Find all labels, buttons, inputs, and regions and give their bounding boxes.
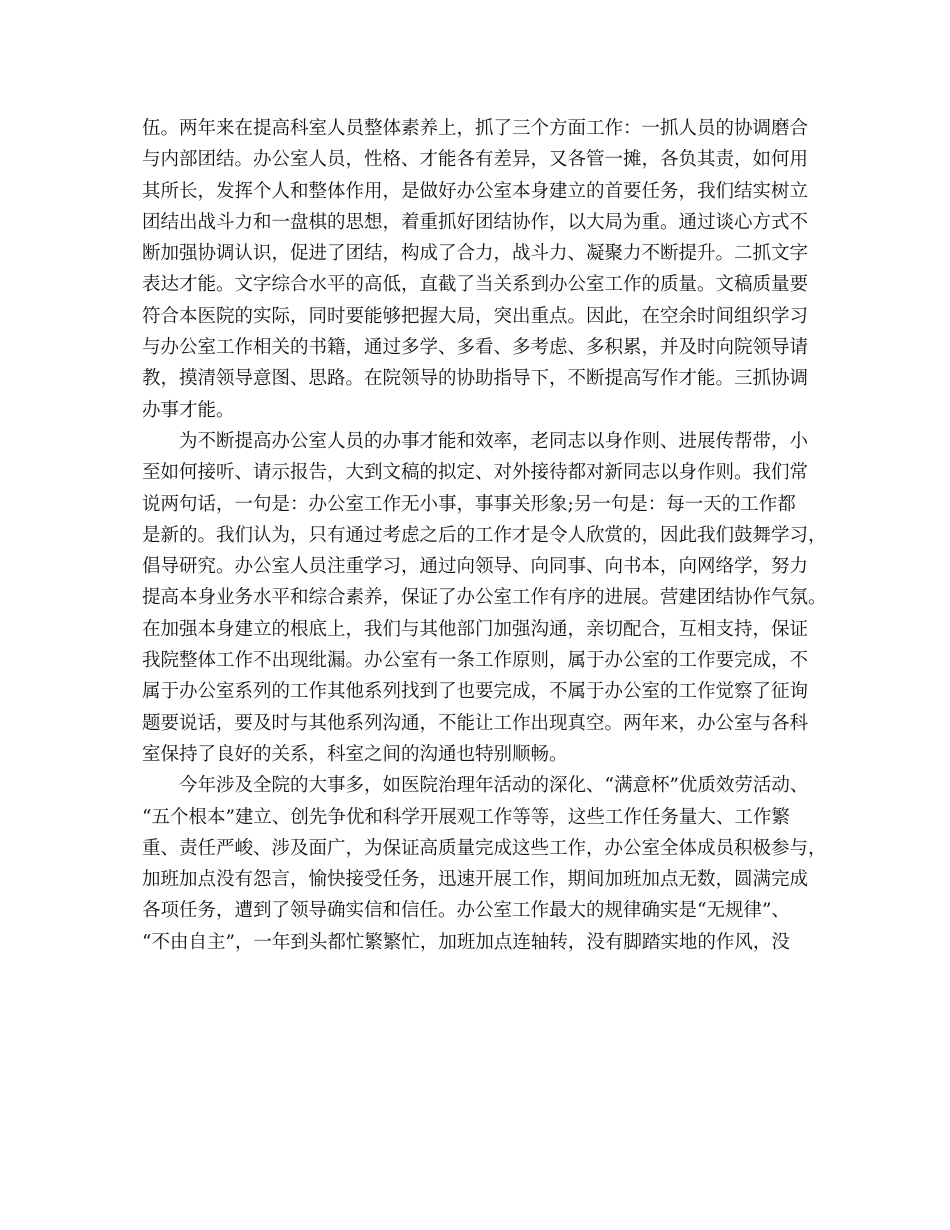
text-line: 表达才能。文字综合水平的高低，直截了当关系到办公室工作的质量。文稿质量要	[142, 274, 809, 296]
text-line: 团结出战斗力和一盘棋的思想，着重抓好团结协作，以大局为重。通过谈心方式不	[142, 211, 809, 233]
paragraph-first-line: 为不断提高办公室人员的办事才能和效率，老同志以身作则、进展传帮带，小	[179, 430, 809, 452]
text-line: 我院整体工作不出现纰漏。办公室有一条工作原则，属于办公室的工作要完成，不	[142, 650, 809, 672]
text-line: 重、责任严峻、涉及面广，为保证高质量完成这些工作，办公室全体成员积极参与，	[142, 837, 827, 859]
document-body-text	[142, 113, 827, 958]
text-line: 教，摸清领导意图、思路。在院领导的协助指导下，不断提高写作才能。三抓协调	[142, 368, 809, 390]
text-line: 符合本医院的实际，同时要能够把握大局，突出重点。因此，在空余时间组织学习	[142, 305, 809, 327]
text-line: 其所长，发挥个人和整体作用，是做好办公室本身建立的首要任务，我们结实树立	[142, 180, 809, 202]
text-line: “五个根本”建立、创先争优和科学开展观工作等等，这些工作任务量大、工作繁	[142, 806, 790, 828]
paragraph-first-line: 今年涉及全院的大事多，如医院治理年活动的深化、“满意杯”优质效劳活动、	[179, 775, 809, 797]
text-line: 是新的。我们认为，只有通过考虑之后的工作才是令人欣赏的，因此我们鼓舞学习，	[142, 524, 827, 546]
text-line: 办事才能。	[142, 399, 235, 421]
text-line: 室保持了良好的关系，科室之间的沟通也特别顺畅。	[142, 743, 568, 765]
text-line: 加班加点没有怨言，愉快接受任务，迅速开展工作，期间加班加点无数，圆满完成	[142, 869, 809, 891]
text-line: 与内部团结。办公室人员，性格、才能各有差异，又各管一摊，各负其责，如何用	[142, 149, 809, 171]
text-line: 题要说话，要及时与其他系列沟通，不能让工作出现真空。两年来，办公室与各科	[142, 712, 809, 734]
text-line: 各项任务，遭到了领导确实信和信任。办公室工作最大的规律确实是“无规律”、	[142, 900, 790, 922]
text-line: “不由自主”，一年到头都忙繁繁忙，加班加点连轴转，没有脚踏实地的作风，没	[142, 931, 790, 953]
text-line: 在加强本身建立的根底上，我们与其他部门加强沟通，亲切配合，互相支持，保证	[142, 618, 809, 640]
text-line: 与办公室工作相关的书籍，通过多学、多看、多考虑、多积累，并及时向院领导请	[142, 337, 809, 359]
text-line: 倡导研究。办公室人员注重学习，通过向领导、向同事、向书本，向网络学，努力	[142, 556, 809, 578]
text-line: 断加强协调认识，促进了团结，构成了合力，战斗力、凝聚力不断提升。二抓文字	[142, 243, 809, 265]
text-line: 至如何接听、请示报告，大到文稿的拟定、对外接待都对新同志以身作则。我们常	[142, 462, 809, 484]
text-line: 伍。两年来在提高科室人员整体素养上，抓了三个方面工作：一抓人员的协调磨合	[142, 118, 809, 139]
text-line: 提高本身业务水平和综合素养，保证了办公室工作有序的进展。营建团结协作气氛。	[142, 587, 827, 609]
text-line: 属于办公室系列的工作其他系列找到了也要完成，不属于办公室的工作觉察了征询	[142, 681, 809, 703]
text-line: 说两句话，一句是：办公室工作无小事，事事关形象;另一句是：每一天的工作都	[142, 493, 796, 515]
